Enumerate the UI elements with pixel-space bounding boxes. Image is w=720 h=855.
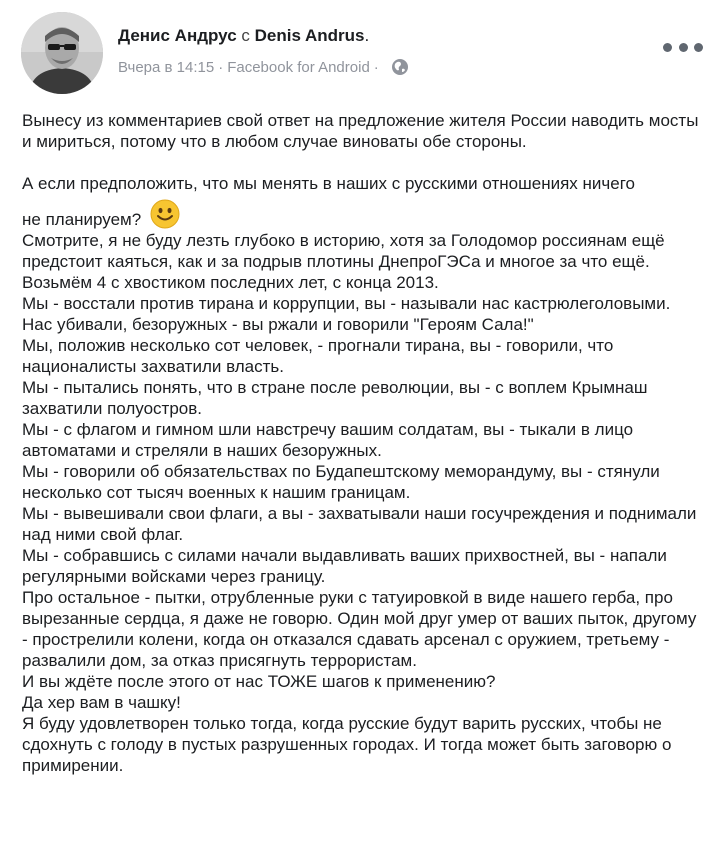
post-paragraph: Я буду удовлетворен только тогда, когда русские будут варить русских, чтобы не сдохнуть с голоду в пустых разрушенных городах. И тогда может быть заговорю о примирении. xyxy=(22,714,672,775)
tagged-name[interactable]: Denis Andrus xyxy=(254,26,365,45)
post-paragraph: Мы - говорили об обязательствах по Будапештскому меморандуму, вы - стянули несколько сот тысяч военных к нашим границам. xyxy=(22,462,660,502)
post-meta xyxy=(118,58,409,76)
post-paragraph: Мы - с флагом и гимном шли навстречу вашим солдатам, вы - тыкали в лицо автоматами и стреляли в наших безоружных. xyxy=(22,420,634,460)
more-dot xyxy=(679,43,688,52)
post-paragraph: Да хер вам в чашку! xyxy=(22,693,181,712)
post-paragraph: Мы, положив несколько сот человек, - прогнали тирана, вы - говорили, что националисты захватили власть. xyxy=(22,336,614,376)
post-lines xyxy=(22,230,706,776)
avatar[interactable] xyxy=(21,12,103,94)
post-paragraph: Мы - восстали против тирана и коррупции, вы - называли нас кастрюлеголовыми. xyxy=(22,294,671,313)
post-paragraph: Нас убивали, безоружных - вы ржали и говорили "Героям Сала!" xyxy=(22,315,534,334)
author-name[interactable]: Денис Андрус xyxy=(118,26,237,45)
post-source: Facebook for Android xyxy=(227,58,370,76)
post-paragraph: Мы - пытались понять, что в стране после революции, вы - с воплем Крымнаш захватили полуостров. xyxy=(22,378,648,418)
post-paragraph: Мы - собравшись с силами начали выдавливать ваших прихвостней, вы - напали регулярными войсками через границу. xyxy=(22,546,667,586)
post-header xyxy=(0,0,720,100)
post-question-text: не планируем? xyxy=(22,210,142,229)
post-question-line2 xyxy=(22,199,706,230)
more-dot xyxy=(694,43,703,52)
post-intro: Вынесу из комментариев свой ответ на предложение жителя России наводить мосты и мириться, потому что в любом случае виноваты обе стороны. xyxy=(22,111,699,151)
post-time[interactable]: Вчера в 14:15 xyxy=(118,58,215,76)
post-paragraph: Про остальное - пытки, отрубленные руки с татуировкой в виде нашего герба, про вырезанные сердца, я даже не говорю. Один мой друг умер от ваших пыток, другому - прострелили колени, когда он отказался сдавать арсенал с оружием, третьему - развалили дом, за отказ присягнуть террористам. xyxy=(22,588,697,670)
post-paragraph: Мы - вывешивали свои флаги, а вы - захватывали наши госучреждения и поднимали над ними свой флаг. xyxy=(22,504,697,544)
globe-icon[interactable] xyxy=(391,58,409,76)
smiling-face-emoji-icon xyxy=(150,199,180,229)
post-paragraph: И вы ждёте после этого от нас ТОЖЕ шагов к применению? xyxy=(22,672,496,691)
avatar-photo xyxy=(21,12,103,94)
meta-separator: · xyxy=(218,58,224,76)
period: . xyxy=(364,26,370,45)
post-paragraph: Возьмём 4 с хвостиком последних лет, с конца 2013. xyxy=(22,273,439,292)
more-options-icon[interactable] xyxy=(663,36,703,58)
author-line xyxy=(118,26,369,46)
with-word: с xyxy=(241,26,250,45)
post-body xyxy=(22,110,706,776)
post-paragraph: Смотрите, я не буду лезть глубоко в историю, хотя за Голодомор россиянам ещё предстоит каяться, как и за подрыв плотины ДнепроГЭСа и многое за что ещё. xyxy=(22,231,665,271)
meta-separator-2: · xyxy=(373,58,379,76)
post-question-line1: А если предположить, что мы менять в наших с русскими отношениях ничего xyxy=(22,174,635,193)
more-dot xyxy=(663,43,672,52)
